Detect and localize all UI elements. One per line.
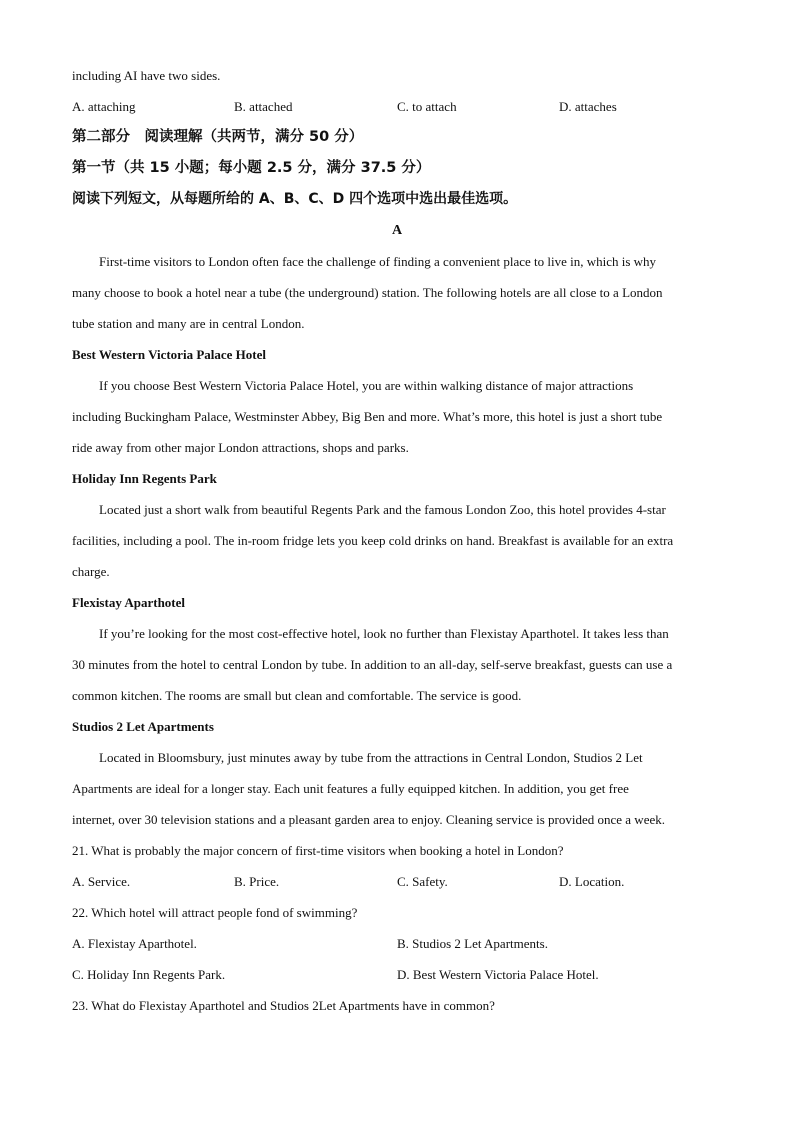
hotel-desc-line: Located in Bloomsbury, just minutes away by tube from the attractions in Central London, Studios 2 Let bbox=[99, 750, 643, 765]
question-23-stem: 23. What do Flexistay Aparthotel and Studios 2Let Apartments have in common? bbox=[72, 998, 495, 1013]
hotel-name: Best Western Victoria Palace Hotel bbox=[72, 347, 266, 362]
part2-heading: 第二部分 阅读理解（共两节，满分 50 分） bbox=[72, 129, 364, 145]
option-c: C. Safety. bbox=[397, 874, 448, 889]
hotel-desc-line: Located just a short walk from beautiful Regents Park and the famous London Zoo, this hotel provides 4-star bbox=[99, 502, 666, 517]
hotel-name: Flexistay Aparthotel bbox=[72, 595, 186, 610]
intro-line: tube station and many are in central London. bbox=[72, 316, 305, 331]
option-a: A. attaching bbox=[72, 99, 136, 114]
hotel-section bbox=[72, 587, 722, 711]
section1-heading: 第一节（共 15 小题；每小题 2.5 分，满分 37.5 分） bbox=[72, 160, 431, 176]
option-a: A. Flexistay Aparthotel. bbox=[72, 936, 197, 951]
question-22-stem: 22. Which hotel will attract people fond of swimming? bbox=[72, 905, 358, 920]
hotel-section bbox=[72, 463, 722, 587]
hotel-desc-line: charge. bbox=[72, 564, 110, 579]
hotel-desc-line: facilities, including a pool. The in-room fridge lets you keep cold drinks on hand. Breakfast is available for an extra bbox=[72, 533, 674, 548]
hotel-desc-line: including Buckingham Palace, Westminster Abbey, Big Ben and more. What’s more, this hotel is just a short tube bbox=[72, 409, 663, 424]
passage-intro bbox=[72, 246, 722, 339]
hotel-section bbox=[72, 339, 722, 463]
option-c: C. Holiday Inn Regents Park. bbox=[72, 967, 226, 982]
intro-line: First-time visitors to London often face the challenge of finding a convenient place to live in, which is why bbox=[99, 254, 657, 269]
option-b: B. attached bbox=[234, 99, 293, 114]
option-b: B. Studios 2 Let Apartments. bbox=[397, 936, 548, 951]
document-page bbox=[72, 60, 722, 1021]
question-21-options bbox=[72, 866, 722, 897]
passage-label: A bbox=[391, 223, 403, 238]
hotel-desc-line: internet, over 30 television stations and a pleasant garden area to enjoy. Cleaning service is provided once a week. bbox=[72, 812, 665, 827]
previous-question-tail: including AI have two sides. bbox=[72, 68, 221, 83]
option-d: D. Best Western Victoria Palace Hotel. bbox=[397, 967, 599, 982]
option-d: D. attaches bbox=[559, 99, 617, 114]
instruction: 阅读下列短文，从每题所给的 A、B、C、D 四个选项中选出最佳选项。 bbox=[72, 191, 518, 207]
option-d: D. Location. bbox=[559, 874, 625, 889]
question-22-options-row1 bbox=[72, 928, 722, 959]
previous-question-options bbox=[72, 91, 722, 122]
hotel-desc-line: common kitchen. The rooms are small but clean and comfortable. The service is good. bbox=[72, 688, 522, 703]
option-a: A. Service. bbox=[72, 874, 131, 889]
hotel-desc-line: If you’re looking for the most cost-effective hotel, look no further than Flexistay Aparthotel. It takes less than bbox=[99, 626, 669, 641]
hotel-desc-line: Apartments are ideal for a longer stay. Each unit features a fully equipped kitchen. In addition, you get free bbox=[72, 781, 629, 796]
hotel-desc-line: If you choose Best Western Victoria Palace Hotel, you are within walking distance of major attractions bbox=[99, 378, 634, 393]
hotel-section bbox=[72, 711, 722, 835]
hotel-desc-line: ride away from other major London attractions, shops and parks. bbox=[72, 440, 409, 455]
hotel-desc-line: 30 minutes from the hotel to central London by tube. In addition to an all-day, self-serve breakfast, guests can use a bbox=[72, 657, 673, 672]
question-22-options-row2 bbox=[72, 959, 722, 990]
option-c: C. to attach bbox=[397, 99, 457, 114]
hotel-name: Studios 2 Let Apartments bbox=[72, 719, 214, 734]
hotel-name: Holiday Inn Regents Park bbox=[72, 471, 217, 486]
intro-line: many choose to book a hotel near a tube (the underground) station. The following hotels are all close to a London bbox=[72, 285, 663, 300]
option-b: B. Price. bbox=[234, 874, 280, 889]
question-21-stem: 21. What is probably the major concern of first-time visitors when booking a hotel in London? bbox=[72, 843, 564, 858]
